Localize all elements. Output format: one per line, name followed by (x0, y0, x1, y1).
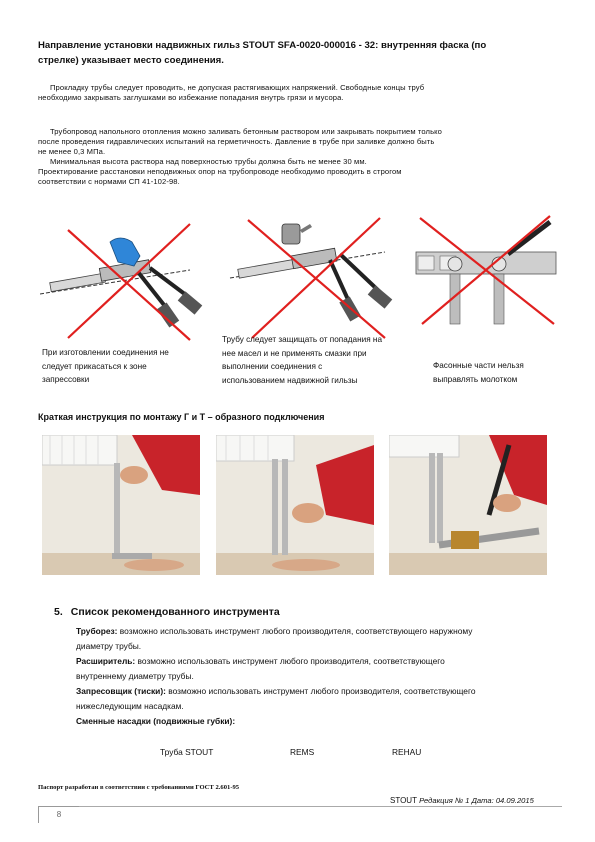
caption-no-touch (42, 346, 212, 387)
caption-line: запрессовки (42, 375, 90, 384)
footer-edition-text: Редакция № 1 Дата: 04.09.2015 (419, 796, 534, 805)
paragraph-line: Проектирование расстановки неподвижных опор на трубопроводе необходимо проводить в строгом (38, 167, 402, 176)
paragraph-floor-heating (38, 127, 563, 187)
tool-item (76, 699, 566, 714)
caption-line: выполнении соединения с (222, 362, 323, 371)
caption-no-lubricant (222, 333, 402, 387)
photo-step-3 (389, 435, 547, 575)
paragraph-line: после проведения гидравлических испытаний на герметичность. Давление в трубе при заливке должно быть (38, 137, 435, 146)
column-label-stout: Труба STOUT (160, 747, 214, 757)
subheading-quick-instruction: Краткая инструкция по монтажу Г и Т – образного подключения (38, 412, 325, 422)
footer-edition (390, 796, 534, 805)
photo-step-2 (216, 435, 374, 575)
section-5-title (54, 606, 280, 618)
tool-text: диаметру трубы. (76, 641, 142, 651)
tool-text: внутреннему диаметру трубы. (76, 671, 194, 681)
paragraph-line: соответствии с нормами СП 41-102-98. (38, 177, 180, 186)
paragraph-installation (38, 83, 563, 103)
tool-item (76, 714, 566, 729)
tool-item (76, 639, 566, 654)
hammer-icon (508, 222, 550, 254)
glove-icon (110, 238, 140, 266)
heading-line-1: Направление установки надвижных гильз STOUT SFA-0020-000016 - 32: внутренняя фаска (по (38, 40, 487, 51)
heading-line-2: стрелке) указывает место соединения. (38, 55, 224, 66)
column-label-rehau: REHAU (392, 747, 422, 757)
tool-text: возможно использовать инструмент любого производителя, соответствующего (135, 656, 445, 666)
paragraph-line: Прокладку трубы следует проводить, не допуская растягивающих напряжений. Свободные концы труб (50, 83, 425, 92)
footer-divider (78, 806, 562, 807)
paragraph-line: Минимальная высота раствора над поверхностью трубы должна быть не менее 30 мм. (50, 157, 367, 166)
caption-no-hammer (433, 359, 563, 386)
section-title-text: Список рекомендованного инструмента (70, 606, 280, 618)
caption-line: следует прикасаться к зоне (42, 361, 147, 371)
tool-term: Расширитель: (76, 656, 136, 666)
photo-step-1 (42, 435, 200, 575)
tool-item (76, 624, 566, 639)
illustration-no-hammer (412, 212, 562, 342)
paragraph-line: Трубопровод напольного отопления можно заливать бетонным раствором или закрывать покрытием только (50, 127, 442, 136)
caption-line: нее масел и не применять смазки при (222, 348, 367, 358)
tool-term: Сменные насадки (подвижные губки): (76, 716, 236, 726)
tool-item (76, 669, 566, 684)
caption-line: Фасонные части нельзя (433, 361, 524, 370)
tool-item (76, 684, 566, 699)
tool-text: возможно использовать инструмент любого производителя, соответствующего наружному (117, 626, 473, 636)
section-number: 5. (54, 606, 63, 618)
caption-line: выправлять молотком (433, 374, 518, 384)
illustration-no-lubricant (220, 212, 400, 342)
oil-can-icon (282, 224, 300, 244)
caption-line: Трубу следует защищать от попадания на (222, 335, 382, 344)
page-number: 8 (38, 806, 79, 823)
page-heading (38, 38, 563, 68)
tool-term: Запресовщик (тиски): (76, 686, 166, 696)
caption-line: использованием надвижной гильзы (222, 375, 358, 385)
column-label-rems: REMS (290, 747, 315, 757)
tool-term: Труборез: (76, 626, 118, 636)
tool-text: нижеследующим насадкам. (76, 701, 184, 711)
paragraph-line: необходимо закрывать заглушками во избежание попадания внутрь грязи и мусора. (38, 93, 344, 102)
tool-list (76, 624, 566, 729)
footer-brand: STOUT (390, 796, 417, 805)
tool-item (76, 654, 566, 669)
footer-gost-note: Паспорт разработан в соответствии с требованиями ГОСТ 2.601-95 (38, 784, 240, 791)
tool-text: возможно использовать инструмент любого производителя, соответствующего (165, 686, 476, 696)
caption-line: При изготовлении соединения не (42, 348, 169, 357)
illustration-no-touch-press-zone (40, 212, 210, 342)
paragraph-line: не менее 0,3 МПа. (38, 147, 106, 156)
